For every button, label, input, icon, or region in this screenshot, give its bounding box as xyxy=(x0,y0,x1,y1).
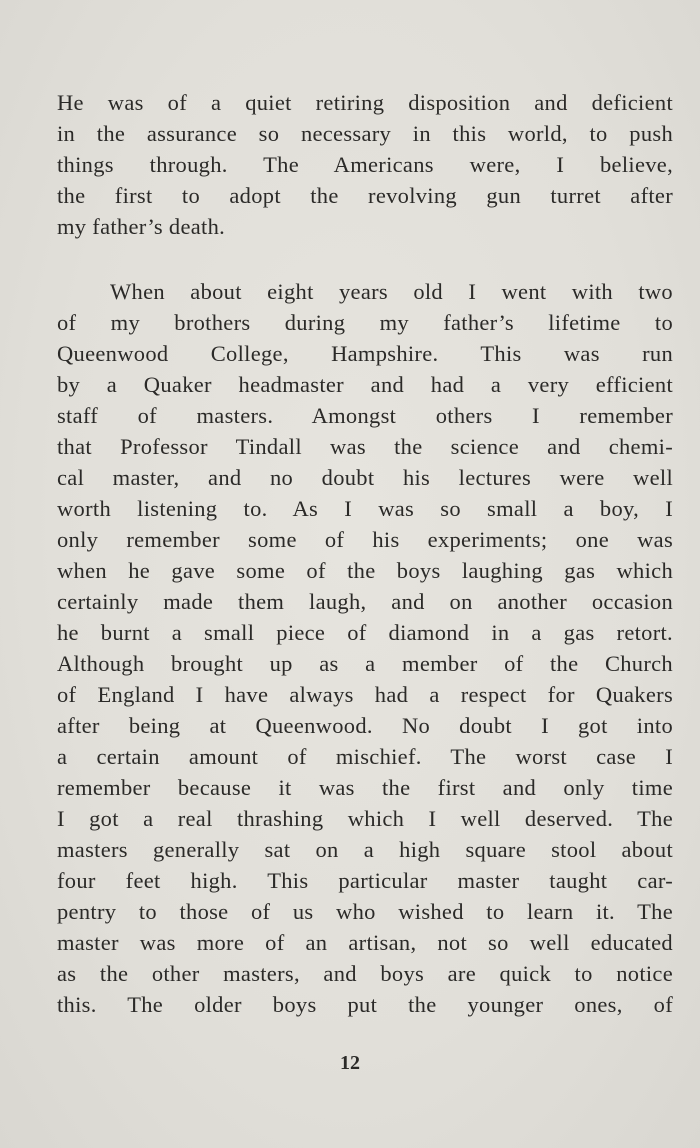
text-line: staff of masters. Amongst others I remember xyxy=(57,403,673,428)
paragraph-2 xyxy=(57,276,673,1020)
text-line: my father’s death. xyxy=(57,214,226,239)
page-number: 12 xyxy=(340,1052,360,1074)
text-line: four feet high. This particular master taught car- xyxy=(57,868,673,893)
text-line: in the assurance so necessary in this world, to push xyxy=(57,121,673,146)
text-line: cal master, and no doubt his lectures were well xyxy=(57,465,673,490)
text-line: pentry to those of us who wished to learn it. The xyxy=(57,899,673,924)
text-line: a certain amount of mischief. The worst case I xyxy=(57,744,673,769)
text-line: he burnt a small piece of diamond in a gas retort. xyxy=(57,620,673,645)
text-line: that Professor Tindall was the science and chemi- xyxy=(57,434,673,459)
text-line: I got a real thrashing which I well deserved. The xyxy=(57,806,673,831)
text-line: remember because it was the first and only time xyxy=(57,775,673,800)
text-line: the first to adopt the revolving gun turret after xyxy=(57,183,673,208)
text-line: Queenwood College, Hampshire. This was run xyxy=(57,341,673,366)
text-line: certainly made them laugh, and on another occasion xyxy=(57,589,673,614)
paragraph-1 xyxy=(57,87,673,242)
text-line: this. The older boys put the younger ones, of xyxy=(57,992,673,1017)
text-line: masters generally sat on a high square stool about xyxy=(57,837,673,862)
text-line: when he gave some of the boys laughing gas which xyxy=(57,558,673,583)
text-line: only remember some of his experiments; one was xyxy=(57,527,673,552)
text-line: Although brought up as a member of the Church xyxy=(57,651,673,676)
text-line: of England I have always had a respect for Quakers xyxy=(57,682,673,707)
text-line: as the other masters, and boys are quick to notice xyxy=(57,961,673,986)
text-line: of my brothers during my father’s lifetime to xyxy=(57,310,673,335)
text-line: things through. The Americans were, I believe, xyxy=(57,152,673,177)
text-line: When about eight years old I went with two xyxy=(110,279,673,304)
text-line: after being at Queenwood. No doubt I got into xyxy=(57,713,673,738)
text-line: master was more of an artisan, not so well educated xyxy=(57,930,673,955)
text-line: He was of a quiet retiring disposition and deficient xyxy=(57,90,673,115)
text-line: worth listening to. As I was so small a boy, I xyxy=(57,496,673,521)
text-line: by a Quaker headmaster and had a very efficient xyxy=(57,372,673,397)
